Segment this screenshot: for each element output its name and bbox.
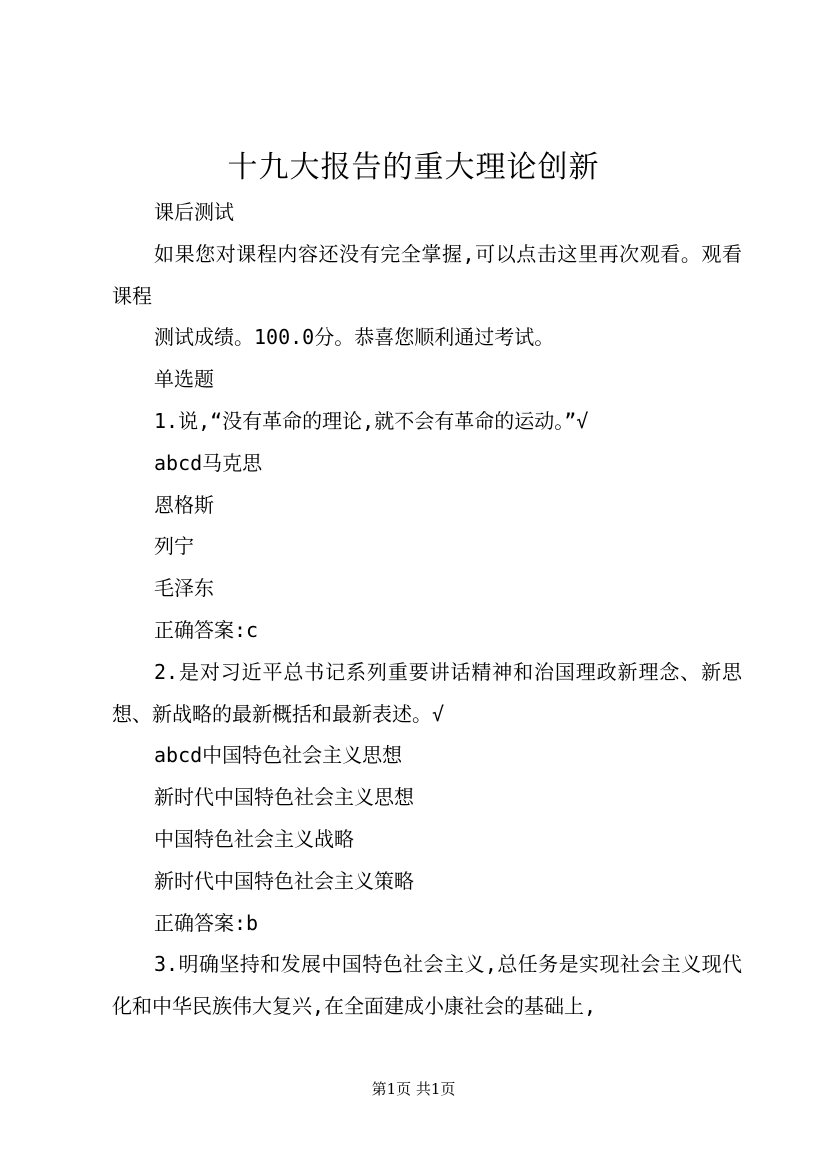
question-2: 2.是对习近平总书记系列重要讲话精神和治国理政新理念、新思想、新战略的最新概括和最新表述。√ (112, 659, 742, 726)
test-score-paragraph: 测试成绩。100.0分。恭喜您顺利通过考试。 (154, 325, 555, 350)
section-heading: 课后测试 (154, 200, 234, 224)
document-body (112, 192, 742, 1028)
question-2-option: abcd中国特色社会主义思想 (154, 743, 403, 768)
replay-course-paragraph: 如果您对课程内容还没有完全掌握,可以点击这里再次观看。观看课程 (112, 241, 742, 308)
question-1-option: 列宁 (154, 534, 194, 559)
question-2-option: 新时代中国特色社会主义思想 (154, 785, 414, 810)
question-1-option: 恩格斯 (154, 492, 214, 517)
question-1-answer: 正确答案:c (154, 617, 259, 642)
document-title: 十九大报告的重大理论创新 (227, 150, 600, 185)
question-1: 1.说,“没有革命的理论,就不会有革命的运动。”√ (154, 408, 589, 433)
question-2-option: 新时代中国特色社会主义策略 (154, 868, 414, 893)
question-1-option: 毛泽东 (154, 576, 214, 601)
question-2-answer: 正确答案:b (154, 910, 259, 935)
page-footer: 第1页 共1页 (371, 1080, 456, 1098)
question-1-option: abcd马克思 (154, 450, 263, 475)
question-3: 3.明确坚持和发展中国特色社会主义,总任务是实现社会主义现代化和中华民族伟大复兴,在全面建成小康社会的基础上, (112, 952, 742, 1019)
question-type-heading: 单选题 (154, 367, 214, 392)
question-2-option: 中国特色社会主义战略 (154, 826, 354, 851)
